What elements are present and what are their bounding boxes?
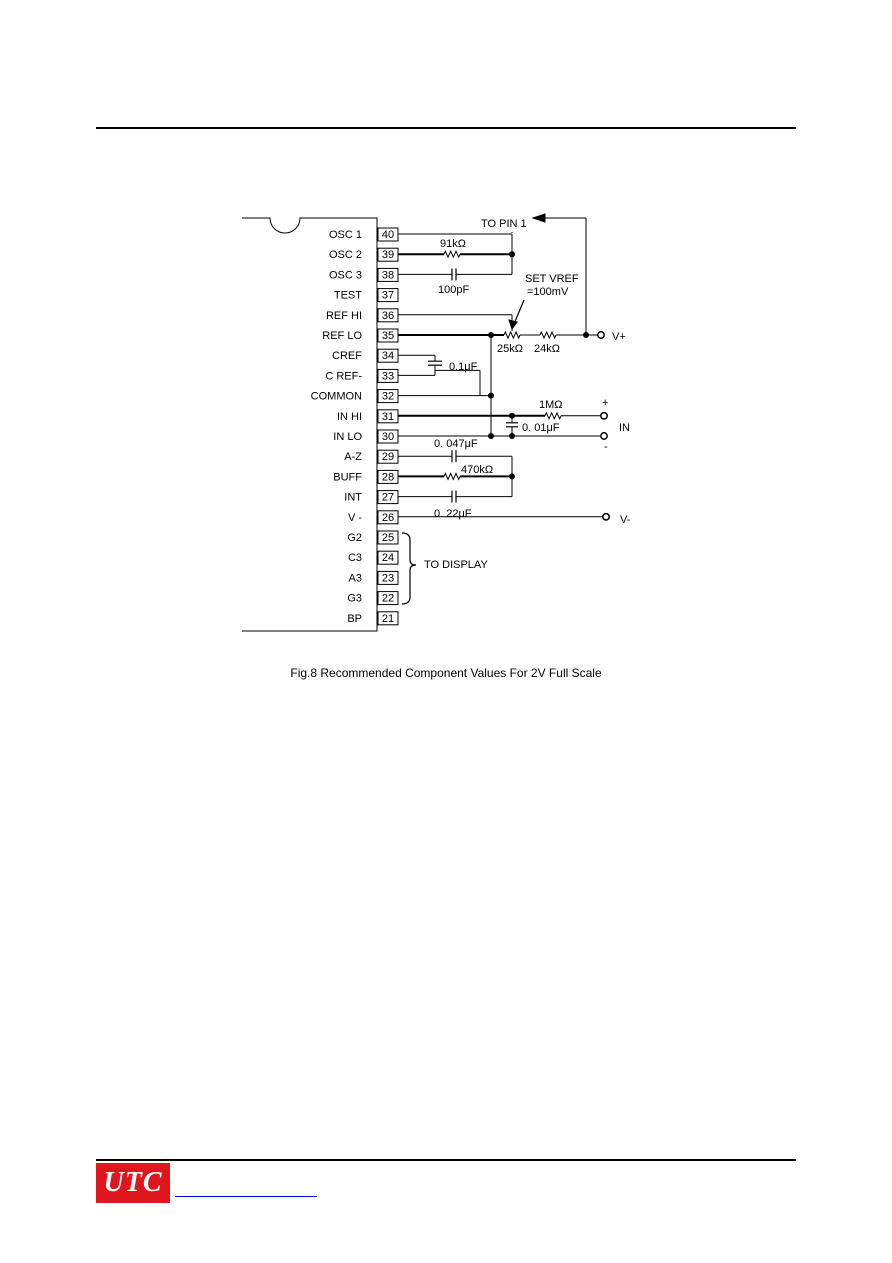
pin-label-24: C3 [347, 552, 362, 565]
c-int-value: 0. 22μF [434, 508, 472, 520]
set-vref-label-2: =100mV [527, 286, 569, 298]
pin-number-34: 34 [381, 350, 395, 363]
arrow-head [509, 320, 517, 329]
junction-dot [583, 332, 589, 338]
pin-label-23: A3 [348, 572, 362, 585]
pin-number-29: 29 [381, 451, 395, 464]
c-in-value: 0. 01μF [522, 422, 560, 434]
pin-label-35: REF LO [322, 330, 362, 342]
footer-link-underline [175, 1196, 317, 1197]
r-int-resistor [444, 473, 460, 479]
r-osc-resistor [444, 251, 460, 257]
pin-label-30: IN LO [333, 431, 362, 443]
pin-number-39: 39 [381, 249, 395, 262]
terminal [601, 433, 607, 439]
terminal [603, 514, 609, 520]
r-ref-resistor [540, 332, 556, 338]
pin-label-37: TEST [333, 289, 362, 302]
pot-value: 25kΩ [497, 343, 523, 355]
junction-dot [509, 473, 515, 479]
pin-number-23: 23 [381, 572, 395, 585]
pin-number-37: 37 [381, 289, 395, 302]
pin-label-40: OSC 1 [328, 229, 362, 241]
r-osc-value: 91kΩ [440, 238, 466, 250]
in-minus-label: - [604, 441, 608, 453]
junction-dot [488, 393, 494, 399]
wire [514, 300, 524, 324]
vplus-label: V+ [612, 331, 626, 343]
arrow-head [533, 214, 545, 222]
pin-label-38: OSC 3 [328, 269, 362, 282]
utc-logo [96, 1163, 170, 1203]
c-az-value: 0. 047μF [434, 438, 478, 450]
pot-resistor [504, 332, 520, 338]
junction-dot [509, 433, 515, 439]
pin-number-38: 38 [381, 269, 395, 282]
pin-label-26: V - [347, 511, 362, 524]
pin-number-30: 30 [381, 431, 395, 443]
junction-dot [509, 251, 515, 257]
pin-number-25: 25 [381, 532, 395, 544]
junction-dot [488, 433, 494, 439]
set-vref-label-1: SET VREF [525, 273, 579, 285]
pin-label-31: IN HI [336, 410, 362, 423]
pin-number-27: 27 [381, 491, 395, 504]
pin-label-22: G3 [347, 592, 362, 605]
in-plus-label: + [602, 397, 609, 409]
pin-number-33: 33 [381, 370, 395, 383]
pin-number-22: 22 [381, 592, 395, 605]
pin-label-39: OSC 2 [328, 249, 362, 262]
terminal [598, 332, 604, 338]
pin-label-33: C REF- [325, 370, 362, 383]
r-in-value: 1MΩ [539, 399, 563, 411]
pin-number-40: 40 [381, 229, 395, 241]
pin-label-29: A-Z [344, 451, 362, 464]
pin-label-25: G2 [347, 532, 362, 544]
pin-number-35: 35 [381, 330, 395, 342]
figure-caption: Fig.8 Recommended Component Values For 2V Full Scale [290, 666, 602, 680]
pin-label-36: REF HI [325, 309, 362, 322]
r-ref-value: 24kΩ [534, 343, 560, 355]
r-int-value: 470kΩ [461, 464, 494, 476]
to-display-label: TO DISPLAY [424, 559, 488, 571]
pin-label-28: BUFF [333, 471, 362, 484]
pin-number-31: 31 [381, 410, 395, 423]
pin-number-36: 36 [381, 309, 395, 322]
vminus-label: V- [620, 514, 631, 526]
display-brace [402, 533, 416, 604]
pin-number-32: 32 [381, 390, 395, 403]
pin-number-21: 21 [381, 612, 395, 625]
c-osc-value: 100pF [438, 284, 470, 296]
pin-label-34: CREF [332, 350, 362, 363]
pin-number-24: 24 [381, 552, 395, 565]
c-ref-value: 0.1μF [449, 361, 478, 373]
pin-number-28: 28 [381, 471, 395, 484]
terminal [601, 413, 607, 419]
pin-number-26: 26 [381, 511, 395, 524]
to-pin1-label: TO PIN 1 [481, 218, 527, 230]
pin-label-21: BP [347, 612, 362, 625]
footer-rule [96, 1159, 796, 1161]
in-label: IN [619, 422, 630, 434]
pin-label-32: COMMON [310, 390, 362, 403]
r-in-resistor [545, 413, 561, 419]
utc-logo-text: UTC [103, 1167, 163, 1198]
pin-label-27: INT [344, 491, 362, 504]
